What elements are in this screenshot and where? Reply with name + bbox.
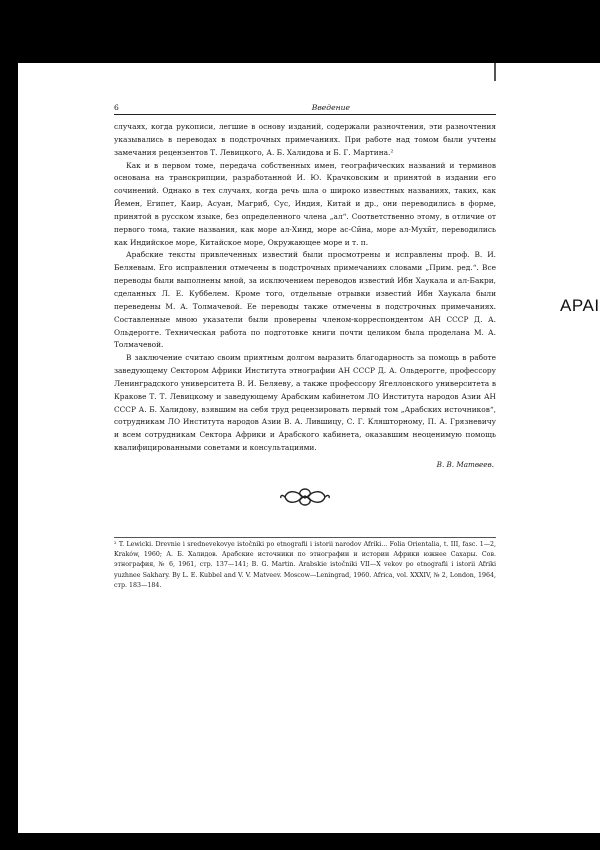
paragraph-continuation: случаях, когда рукописи, легшие в основу изданий, содержали разночтения, эти разночтения указывались в переводах в подстрочных примечаниях. При работе над томом были учтены замечания рецензентов Т. Левицкого, А. Б. Халидова и Б. Г. Мартина.²: [114, 122, 496, 157]
footnote-2: ² T. Lewicki. Drevnie i srednevekovye istočniki po etnografii i istorii narodov Afriki... Folia Orientalia, t. III, fasc. 1—2, Kraków, 1960; А. Б. Халидов. Арабские источники по этнографии и истории Африки южнее Сахары. Сов. этнография, № 6, 1961, стр. 137—141; B. G. Martin. Arabskie istočniki VII—X vekov po etnografii i istorii Afriki yuzhnee Sakhary. By L. E. Kubbel and V. V. Matveev. Moscow—Leningrad, 1960. Africa, vol. XXXIV, № 2, London, 1964, стр. 183—184.: [114, 540, 496, 589]
author-signature: В. В. Матвеев.: [436, 459, 494, 469]
page-edge-mark: [494, 63, 496, 81]
paragraph-acknowledgements: В заключение считаю своим приятным долгом выразить благодарность за помощь в работе заведующему Сектором Африки Института этнографии АН СССР Д. А. Ольдерогге, профессору Ленинградского университета В. И. Беляеву, а также профессору Ягеллонского университета в Кракове Т. Т. Левицкому и заведующему Арабским кабинетом ЛО Института народов Азии АН СССР А. Б. Халидову, взявшим на себя труд рецензировать первый том „Арабских источников“, сотрудникам ЛО Института народов Азии В. А. Лившицу, С. Г. Кляшторному, П. А. Грязневичу и всем сотрудникам Сектора Африки и Арабского кабинета, оказавшим неоценимую помощь квалифицированными советами и консультациями.: [114, 353, 496, 453]
running-title: Введение: [311, 103, 350, 112]
paragraph-transcription: Как и в первом томе, передача собственных имен, географических названий и терминов основана на транскрипции, разработанной И. Ю. Крачковским и принятой в издании его сочинений. Однако в тех случаях, когда речь шла о широко известных названиях, таких, как Йемен, Египет, Каир, Асуан, Магриб, Сус, Индия, Китай и др., они переводились в форме, принятой в русском языке, без определенного члена „ал“. Соответственно этому, в отличие от первого тома, такие названия, как море ал-Хинд, море ас-Сӣна, море ал-Мухӣт, переводились как Индийское море, Китайское море, Окружающее море и т. п.: [114, 160, 496, 247]
page-sheet: [18, 63, 600, 833]
body-text: [114, 121, 496, 455]
adjacent-page-fragment: АРАІ: [560, 296, 600, 315]
paragraph-translations: Арабские тексты привлеченных известий были просмотрены и исправлены проф. В. И. Беляевым. Его исправления отмечены в подстрочных примечаниях словами „Прим. ред.“. Все переводы были выполнены мной, за исключением переводов известий Ибн Хаукала и ал-Бакри, сделанных Л. Е. Куббелем. Кроме того, отдельные отрывки известий Ибн Хаукала были переведены М. А. Толмачевой. Ее переводы также отмечены в подстрочных примечаниях. Составленные мною указатели были проверены членом-корреспондентом АН СССР Д. А. Ольдерогге. Техническая работа по подготовке книги почти целиком была проделана М. А. Толмачевой.: [114, 250, 496, 350]
page-number: 6: [114, 103, 119, 112]
running-header: [114, 103, 496, 115]
decorative-ornament-icon: [114, 485, 496, 509]
footnotes: [114, 537, 496, 591]
page-content: [114, 103, 496, 591]
